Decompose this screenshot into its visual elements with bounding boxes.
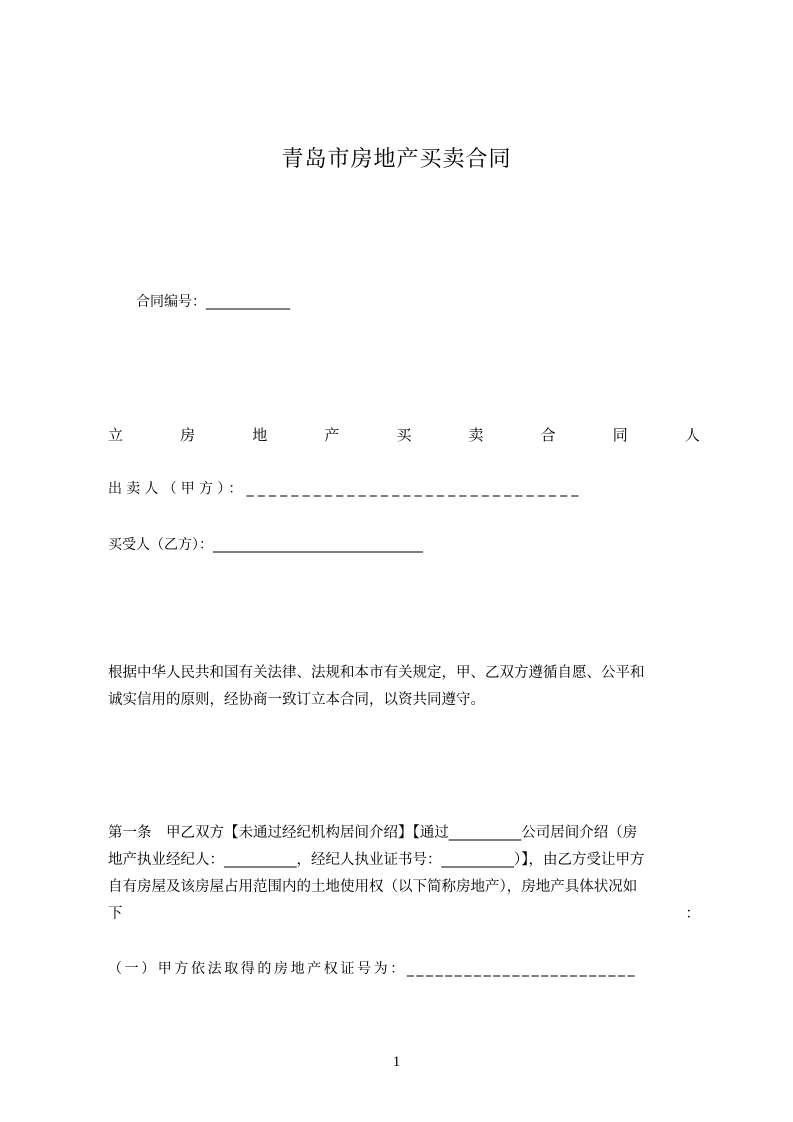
contract-number-label: 合同编号： [136, 294, 206, 310]
buyer-blank: ______________________________ [213, 537, 423, 553]
article-1-line: 自有房屋及该房屋占用范围内的土地使用权（以下简称房地产），房地产具体状况如 [108, 879, 638, 895]
intro-line: 诚实信用的原则，经协商一致订立本合同，以资共同遵守。 [108, 692, 485, 708]
article-1-line-start: 下 [108, 906, 123, 922]
article-1-line-end: ： [685, 906, 700, 922]
contract-number-line [136, 291, 290, 311]
parties-heading-char: 合 [540, 426, 556, 444]
intro-paragraph [108, 660, 700, 714]
intro-line: 根据中华人民共和国有关法律、法规和本市有关规定，甲、乙双方遵循自愿、公平和 [108, 665, 645, 681]
buyer-line [108, 534, 423, 554]
property-cert-label: （一）甲方依法取得的房地产权证号为： [108, 961, 407, 977]
parties-heading-char: 卖 [468, 426, 484, 444]
parties-heading [108, 424, 700, 445]
property-cert-line [108, 958, 637, 978]
article-1-paragraph [108, 820, 700, 928]
seller-blank: ______________________________ [246, 481, 583, 497]
parties-heading-char: 同 [612, 426, 628, 444]
contract-number-blank: ____________ [206, 294, 290, 310]
parties-heading-char: 地 [252, 426, 268, 444]
property-cert-blank: ________________________ [406, 961, 638, 977]
seller-label: 出卖人（甲方）： [108, 481, 247, 497]
document-title: 青岛市房地产买卖合同 [281, 147, 512, 172]
parties-heading-char: 买 [396, 426, 412, 444]
page-number: 1 [392, 1054, 401, 1070]
parties-heading-char: 立 [108, 426, 124, 444]
parties-heading-char: 产 [324, 426, 340, 444]
seller-line [108, 478, 583, 498]
buyer-label: 买受人（乙方）： [108, 537, 213, 553]
article-1-last-line [108, 901, 700, 928]
parties-heading-char: 房 [180, 426, 196, 444]
parties-heading-char: 人 [684, 426, 700, 444]
article-1-line: 第一条 甲乙双方【未通过经纪机构居间介绍】【通过__________公司居间介绍（房 [108, 825, 638, 841]
article-1-line: 地产执业经纪人：__________，经纪人执业证书号：__________）】，由乙方受让甲方 [108, 852, 645, 868]
